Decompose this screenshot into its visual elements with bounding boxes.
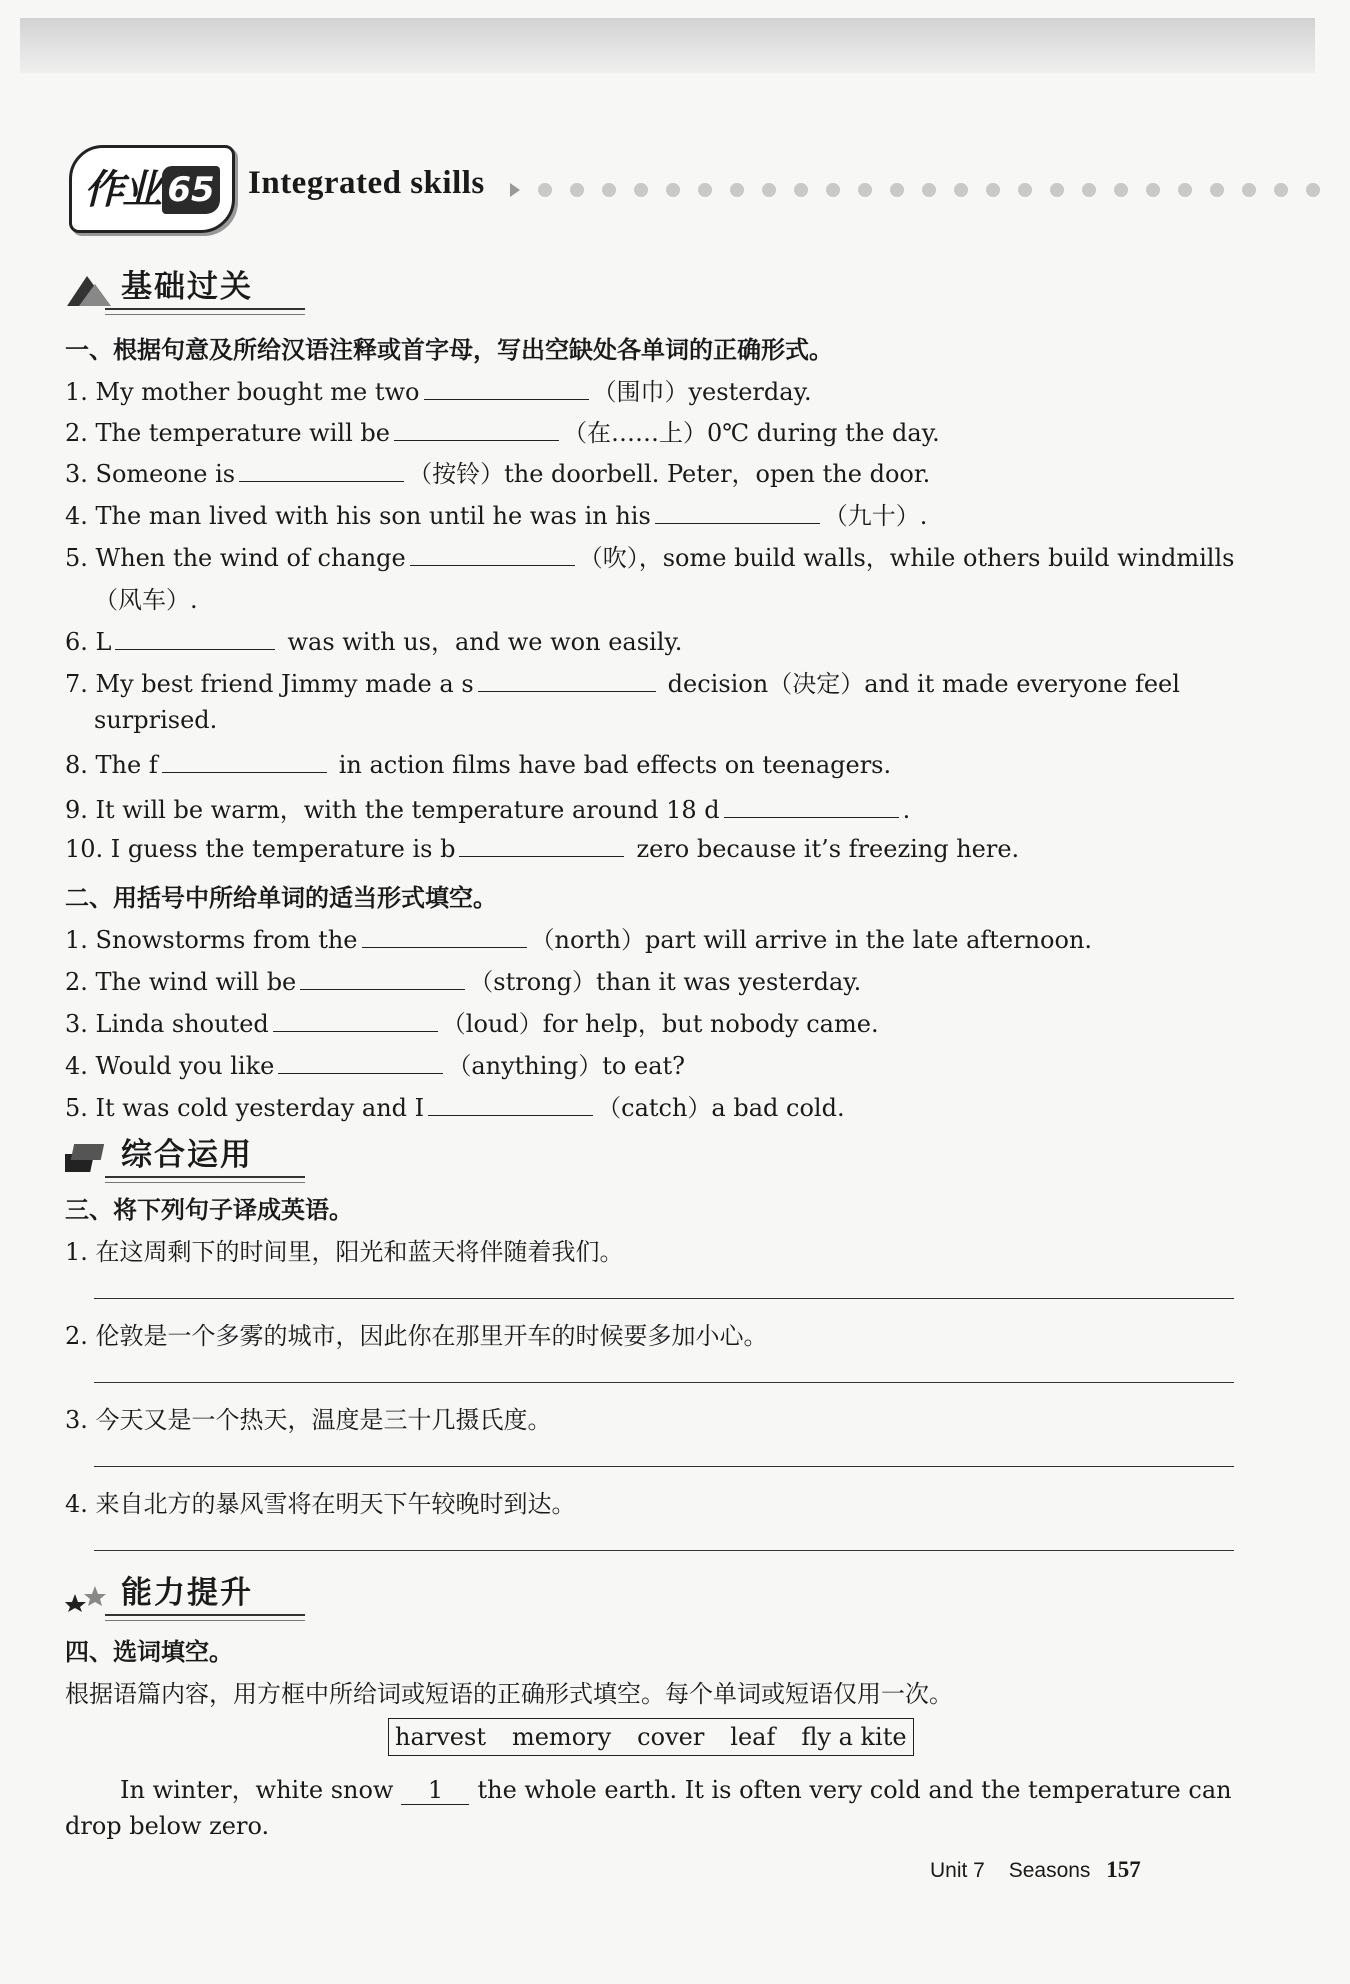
answer-blank[interactable] [428, 1091, 593, 1116]
answer-blank[interactable] [424, 375, 589, 400]
answer-blank[interactable] [115, 625, 275, 650]
answer-blank[interactable] [300, 965, 465, 990]
question-row: 5. When the wind of change （吹），some build walls，while others build windmills [65, 538, 1234, 573]
translation-item: 2. 伦敦是一个多雾的城市，因此你在那里开车的时候要多加小心。 [65, 1322, 768, 1350]
part4-instruction: 四、选词填空。 [65, 1638, 233, 1666]
question-row: 9. It will be warm，with the temperature around 18 d . [65, 790, 910, 825]
word-box [388, 1718, 914, 1756]
question-row: 2. The temperature will be （在……上）0℃ during the day. [65, 413, 940, 448]
word-option: memory [511, 1723, 612, 1751]
numbered-blank[interactable]: 1 [401, 1776, 469, 1805]
answer-blank[interactable] [478, 667, 656, 692]
answer-blank[interactable] [410, 541, 575, 566]
question-row: 10. I guess the temperature is b zero because it’s freezing here. [65, 832, 1019, 863]
badge-text: 作业 [84, 167, 160, 213]
answer-blank[interactable] [655, 499, 820, 524]
top-scan-band [20, 18, 1315, 73]
passage-line: drop below zero. [65, 1812, 270, 1840]
badge-number: 65 [162, 166, 220, 214]
question-row: 2. The wind will be （strong）than it was yesterday. [65, 962, 861, 997]
answer-blank[interactable] [273, 1007, 438, 1032]
answer-line[interactable] [94, 1298, 1234, 1299]
part3-instruction: 三、将下列句子译成英语。 [65, 1196, 353, 1224]
section-basic [65, 262, 305, 312]
assignment-badge [69, 145, 235, 233]
word-option: harvest [395, 1723, 486, 1751]
answer-line[interactable] [94, 1382, 1234, 1383]
footer-topic: Seasons [1008, 1859, 1091, 1882]
section-comprehensive [65, 1130, 305, 1180]
answer-line[interactable] [94, 1466, 1234, 1467]
books-icon [65, 1140, 111, 1174]
question-row: 3. Linda shouted （loud）for help，but nobody came. [65, 1004, 879, 1039]
question-row: 1. My mother bought me two （围巾）yesterday. [65, 372, 812, 407]
question-row: 3. Someone is （按铃）the doorbell. Peter，open the door. [65, 454, 930, 489]
passage-line: In winter，white snow 1 the whole earth. It is often very cold and the temperature can [120, 1776, 1232, 1804]
word-option: cover [637, 1723, 705, 1751]
mountain-icon [65, 272, 111, 306]
word-option: fly a kite [801, 1723, 907, 1751]
answer-blank[interactable] [162, 748, 327, 773]
page-title: Integrated skills [248, 165, 485, 201]
answer-blank[interactable] [362, 923, 527, 948]
part4-sub-instruction: 根据语篇内容，用方框中所给词或短语的正确形式填空。每个单词或短语仅用一次。 [65, 1680, 953, 1708]
translation-item: 1. 在这周剩下的时间里，阳光和蓝天将伴随着我们。 [65, 1238, 624, 1266]
translation-item: 4. 来自北方的暴风雪将在明天下午较晚时到达。 [65, 1490, 576, 1518]
answer-blank[interactable] [239, 457, 404, 482]
footer-unit: Unit 7 [930, 1859, 985, 1882]
translation-item: 3. 今天又是一个热天，温度是三十几摄氏度。 [65, 1406, 552, 1434]
question-row: 8. The f in action films have bad effects on teenagers. [65, 748, 891, 779]
question-row: 4. The man lived with his son until he was in his （九十）. [65, 496, 927, 531]
question-row: 4. Would you like （anything）to eat? [65, 1046, 685, 1081]
part1-instruction: 一、根据句意及所给汉语注释或首字母，写出空缺处各单词的正确形式。 [65, 336, 833, 364]
answer-blank[interactable] [278, 1049, 443, 1074]
section-label: 能力提升 [121, 1575, 253, 1611]
word-option: leaf [730, 1723, 776, 1751]
question-row: 1. Snowstorms from the （north）part will arrive in the late afternoon. [65, 920, 1092, 955]
section-label: 综合运用 [121, 1137, 253, 1173]
answer-line[interactable] [94, 1550, 1234, 1551]
page-footer [930, 1857, 1141, 1883]
answer-blank[interactable] [459, 832, 624, 857]
question-continuation: surprised. [94, 706, 218, 734]
page-number: 157 [1106, 1857, 1141, 1882]
assignment-header [65, 145, 1330, 230]
part2-instruction: 二、用括号中所给单词的适当形式填空。 [65, 884, 497, 912]
question-row: 7. My best friend Jimmy made a s decision（决定）and it made everyone feel [65, 664, 1180, 699]
question-continuation: （风车）. [94, 586, 198, 614]
question-row: 5. It was cold yesterday and I （catch）a bad cold. [65, 1088, 845, 1123]
dotted-divider [510, 180, 1330, 200]
stars-icon [65, 1578, 111, 1612]
section-label: 基础过关 [121, 269, 253, 305]
answer-blank[interactable] [724, 793, 899, 818]
question-row: 6. L was with us，and we won easily. [65, 622, 682, 657]
answer-blank[interactable] [394, 416, 559, 441]
section-ability [65, 1568, 305, 1618]
